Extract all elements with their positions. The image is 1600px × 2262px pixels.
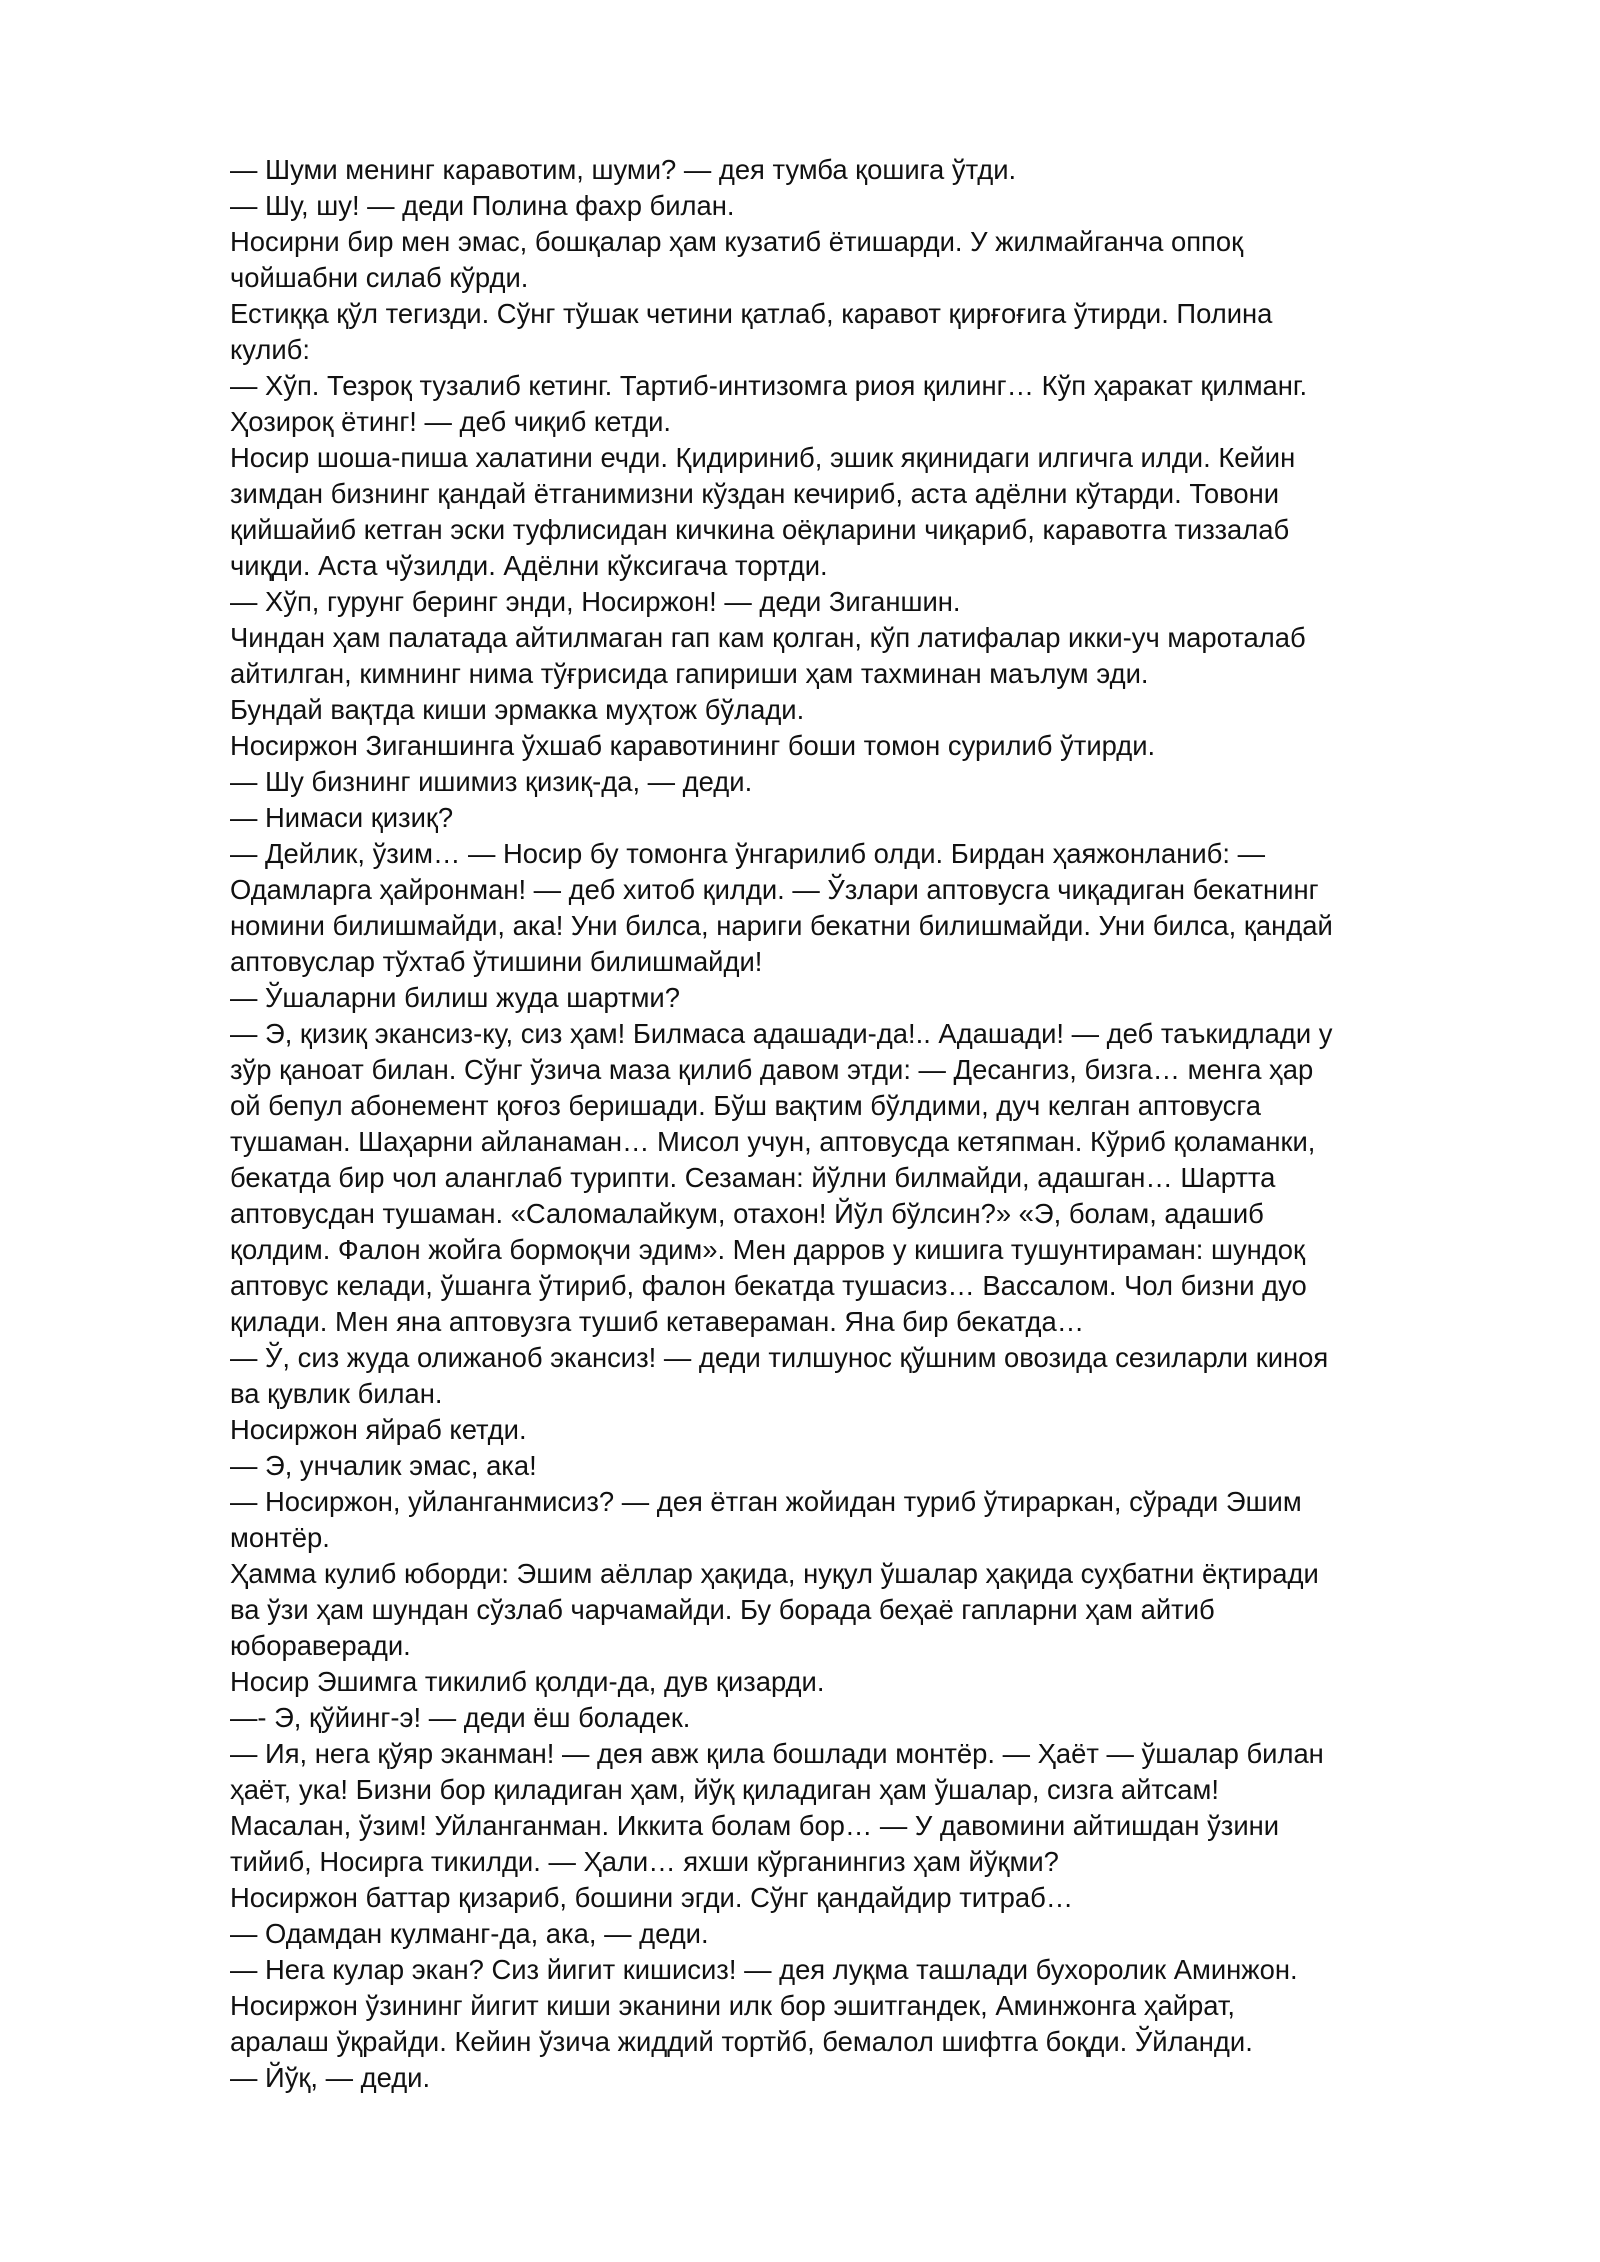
text-line: Носир шоша-пиша халатини ечди. Қидириниб, эшик яқинидаги илгичга илди. Кейин [230, 442, 1296, 473]
text-line: Чиндан ҳам палатада айтилмаган гап кам қолган, кўп латифалар икки-уч мароталаб [230, 622, 1306, 653]
document-body [230, 152, 1530, 2096]
text-line: Носиржон Зиганшинга ўхшаб каравотининг боши томон сурилиб ўтирди. [230, 730, 1156, 761]
text-line: Естиққа қўл тегизди. Сўнг тўшак четини қатлаб, каравот қирғоғига ўтирди. Полина [230, 298, 1273, 329]
text-line: Ҳозироқ ётинг! — деб чиқиб кетди. [230, 406, 672, 437]
text-line: —- Э, қўйинг-э! — деди ёш боладек. [230, 1702, 691, 1733]
text-line: Носир Эшимга тикилиб қолди-да, дув қизарди. [230, 1666, 825, 1697]
text-line: — Хўп. Тезроқ тузалиб кетинг. Тартиб-интизомга риоя қилинг… Кўп ҳаракат қилманг. [230, 370, 1308, 401]
text-line: — Ия, нега қўяр эканман! — дея авж қила бошлади монтёр. — Ҳаёт — ўшалар билан [230, 1738, 1324, 1769]
text-line: ва ўзи ҳам шундан сўзлаб чарчамайди. Бу борада беҳаё гапларни ҳам айтиб [230, 1594, 1215, 1625]
text-line: — Одамдан кулманг-да, ака, — деди. [230, 1918, 709, 1949]
text-line: зимдан бизнинг қандай ётганимизни кўздан кечириб, аста адёлни кўтарди. Товони [230, 478, 1280, 509]
text-line: Бундай вақтда киши эрмакка муҳтож бўлади. [230, 694, 805, 725]
text-line: Ҳамма кулиб юборди: Эшим аёллар ҳақида, нуқул ўшалар ҳақида суҳбатни ёқтиради [230, 1558, 1319, 1589]
text-line: — Шу, шу! — деди Полина фахр билан. [230, 190, 735, 221]
text-line: зўр қаноат билан. Сўнг ўзича маза қилиб давом этди: — Десангиз, бизга… менга ҳар [230, 1054, 1314, 1085]
text-line: — Йўқ, — деди. [230, 2062, 431, 2093]
text-line: монтёр. [230, 1522, 330, 1553]
text-line: номини билишмайди, ака! Уни билса, нариги бекатни билишмайди. Уни билса, қандай [230, 910, 1333, 941]
text-line: ва қувлик билан. [230, 1378, 443, 1409]
text-line: чиқди. Аста чўзилди. Адёлни кўксигача тортди. [230, 550, 828, 581]
text-line: чойшабни силаб кўрди. [230, 262, 529, 293]
text-line: — Шуми менинг каравотим, шуми? — дея тумба қошига ўтди. [230, 154, 1017, 185]
text-line: — Носиржон, уйланганмисиз? — дея ётган жойидан туриб ўтираркан, сўради Эшим [230, 1486, 1302, 1517]
text-line: ҳаёт, ука! Бизни бор қиладиган ҳам, йўқ қиладиган ҳам ўшалар, сизга айтсам! [230, 1774, 1219, 1805]
text-line: аптовус келади, ўшанга ўтириб, фалон бекатда тушасиз… Вассалом. Чол бизни дуо [230, 1270, 1307, 1301]
text-line: юбораверади. [230, 1630, 411, 1661]
text-line: — Ўшаларни билиш жуда шартми? [230, 982, 680, 1013]
text-line: — Нега кулар экан? Сиз йигит кишисиз! — дея луқма ташлади бухоролик Аминжон. [230, 1954, 1298, 1985]
text-line: кулиб: [230, 334, 310, 365]
text-line: Носирни бир мен эмас, бошқалар ҳам кузатиб ётишарди. У жилмайганча оппоқ [230, 226, 1244, 257]
text-line: тушаман. Шаҳарни айланаман… Мисол учун, аптовусда кетяпман. Кўриб қоламанки, [230, 1126, 1316, 1157]
text-line: қилади. Мен яна аптовузга тушиб кетавераман. Яна бир бекатда… [230, 1306, 1085, 1337]
text-line: қийшайиб кетган эски туфлисидан кичкина оёқларини чиқариб, каравотга тиззалаб [230, 514, 1290, 545]
text-line: — Э, қизиқ экансиз-ку, сиз ҳам! Билмаса адашади-да!.. Адашади! — деб таъкидлади у [230, 1018, 1333, 1049]
text-line: Носиржон баттар қизариб, бошини эгди. Сўнг қандайдир титраб… [230, 1882, 1074, 1913]
text-line: аптовусдан тушаман. «Саломалайкум, отахон! Йўл бўлсин?» «Э, болам, адашиб [230, 1198, 1264, 1229]
text-line: аралаш ўқрайди. Кейин ўзича жиддий тортйб, бемалол шифтга боқди. Ўйланди. [230, 2026, 1253, 2057]
text-line: Масалан, ўзим! Уйланганман. Иккита болам бор… — У давомини айтишдан ўзини [230, 1810, 1280, 1841]
text-line: — Дейлик, ўзим… — Носир бу томонга ўнгарилиб олди. Бирдан ҳаяжонланиб: — [230, 838, 1265, 869]
text-line: Носиржон яйраб кетди. [230, 1414, 527, 1445]
text-line: Носиржон ўзининг йигит киши эканини илк бор эшитгандек, Аминжонга ҳайрат, [230, 1990, 1235, 2021]
text-line: тийиб, Носирга тикилди. — Ҳали… яхши кўрганингиз ҳам йўқми? [230, 1846, 1059, 1877]
text-line: Одамларга ҳайронман! — деб хитоб қилди. — Ўзлари аптовусга чиқадиган бекатнинг [230, 874, 1319, 905]
text-line: бекатда бир чол аланглаб турипти. Сезаман: йўлни билмайди, адашган… Шартта [230, 1162, 1276, 1193]
text-line: — Шу бизнинг ишимиз қизиқ-да, — деди. [230, 766, 753, 797]
text-line: аптовуслар тўхтаб ўтишини билишмайди! [230, 946, 763, 977]
text-line: — Хўп, гурунг беринг энди, Носиржон! — деди Зиганшин. [230, 586, 961, 617]
text-line: айтилган, кимнинг нима тўғрисида гапириши ҳам тахминан маълум эди. [230, 658, 1149, 689]
text-line: — Ў, сиз жуда олижаноб экансиз! — деди тилшунос қўшним овозида сезиларли киноя [230, 1342, 1329, 1373]
text-line: ой бепул абонемент қоғоз беришади. Бўш вақтим бўлдими, дуч келган аптовусга [230, 1090, 1261, 1121]
text-line: қолдим. Фалон жойга бормоқчи эдим». Мен дарров у кишига тушунтираман: шундоқ [230, 1234, 1305, 1265]
text-line: — Нимаси қизиқ? [230, 802, 454, 833]
text-line: — Э, унчалик эмас, ака! [230, 1450, 537, 1481]
